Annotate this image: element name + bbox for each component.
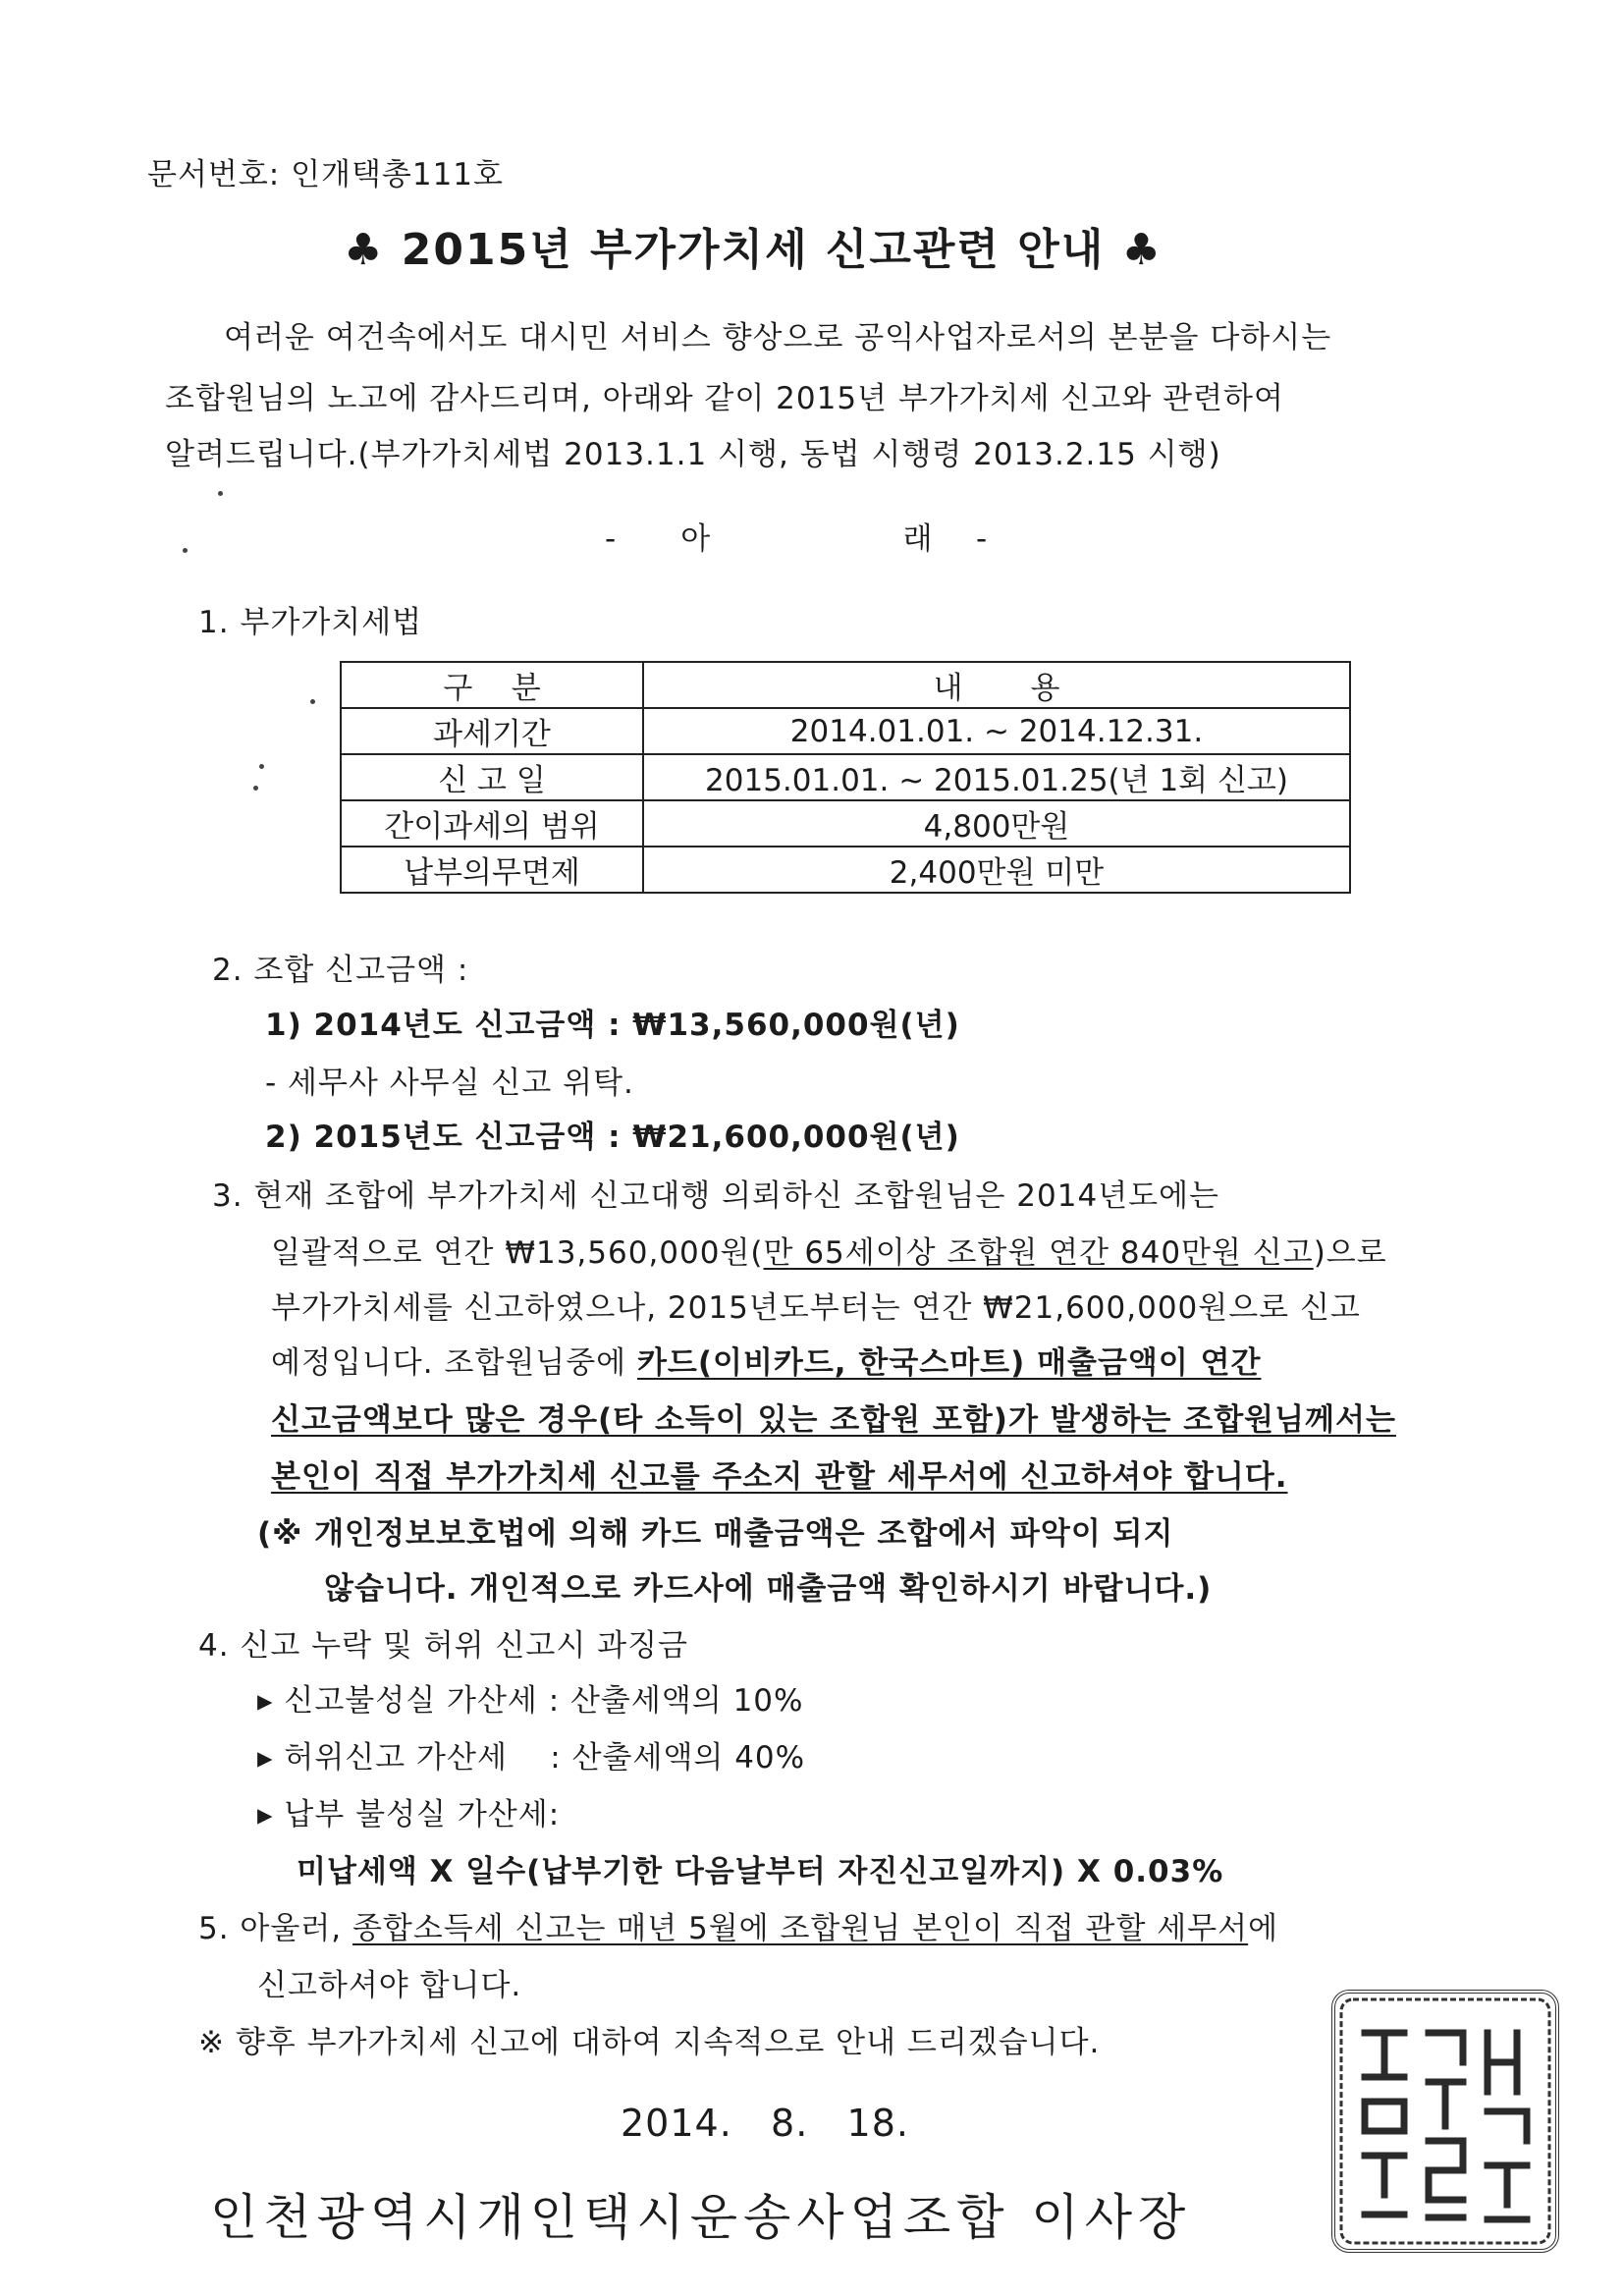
table-cell-value: 2,400만원 미만	[643, 847, 1350, 893]
table-header-content: 내 용	[643, 662, 1350, 708]
table-cell-label: 납부의무면제	[341, 847, 643, 893]
section1-heading: 1. 부가가치세법	[198, 605, 423, 640]
penalty-item-1: ▸ 신고불성실 가산세 : 산출세액의 10%	[257, 1683, 804, 1719]
table-cell-label: 신 고 일	[341, 754, 643, 800]
table-cell-label: 간이과세의 범위	[341, 800, 643, 847]
section3-line-5: 신고금액보다 많은 경우(타 소득이 있는 조합원 포함)가 발생하는 조합원님께서는	[271, 1402, 1396, 1438]
closing-note: ※ 향후 부가가치세 신고에 대하여 지속적으로 안내 드리겠습니다.	[198, 2025, 1101, 2060]
table-row	[341, 847, 1350, 893]
penalty-item-3: ▸ 납부 불성실 가산세:	[257, 1797, 561, 1832]
intro-line-3: 알려드립니다.(부가가치세법 2013.1.1 시행, 동법 시행령 2013.2.15 시행)	[165, 437, 1221, 472]
section3-line-2	[271, 1228, 1387, 1272]
document-date: 2014. 8. 18.	[621, 2102, 909, 2145]
section5-line-1-tail: 에	[1248, 1911, 1279, 1946]
penalty-formula: 미납세액 X 일수(납부기한 다음날부터 자진신고일까지) X 0.03%	[297, 1854, 1224, 1889]
intro-line-2: 조합원님의 노고에 감사드리며, 아래와 같이 2015년 부가가치세 신고와 관련하여	[165, 381, 1284, 416]
table-row	[341, 708, 1350, 754]
section3-line-3: 부가가치세를 신고하였으나, 2015년도부터는 연간 ₩21,600,000원으로 신고	[271, 1290, 1361, 1326]
official-seal	[1331, 1990, 1559, 2253]
document-number: 문서번호: 인개택총111호	[147, 157, 504, 192]
scan-speck	[253, 786, 258, 791]
income-tax-notice: 종합소득세 신고는 매년 5월에 조합원님 본인이 직접 관할 세무서	[352, 1911, 1249, 1946]
penalty-item-2: ▸ 허위신고 가산세 : 산출세액의 40%	[257, 1740, 806, 1776]
scan-speck	[218, 491, 223, 496]
intro-line-1: 여러운 여건속에서도 대시민 서비스 향상으로 공익사업자로서의 본분을 다하시는	[224, 320, 1332, 355]
document-title: ♣ 2015년 부가가치세 신고관련 안내 ♣	[344, 225, 1163, 275]
table-header-category: 구 분	[341, 662, 643, 708]
section3-line-2-text: 일괄적으로 연간 ₩13,560,000원(	[271, 1235, 764, 1271]
section4-heading: 4. 신고 누락 및 허위 신고시 과징금	[198, 1628, 688, 1664]
section3-line-6: 본인이 직접 부가가치세 신고를 주소지 관할 세무서에 신고하셔야 합니다.	[271, 1459, 1288, 1495]
senior-report-note: 만 65세이상 조합원 연간 840만원 신고	[763, 1235, 1314, 1271]
section5-line-1	[198, 1903, 1278, 1947]
signatory: 인천광역시개인택시운송사업조합 이사장	[210, 2189, 1192, 2246]
scan-speck	[259, 764, 264, 769]
section3-line-8: 않습니다. 개인적으로 카드사에 매출금액 확인하시기 바랍니다.)	[324, 1571, 1213, 1607]
card-sales-warning: 카드(이비카드, 한국스마트) 매출금액이 연간	[636, 1345, 1262, 1381]
table-cell-value: 2015.01.01. ~ 2015.01.25(년 1회 신고)	[643, 754, 1350, 800]
vat-law-table	[340, 661, 1351, 894]
table-cell-value: 2014.01.01. ~ 2014.12.31.	[643, 708, 1350, 754]
section3-line-4	[271, 1338, 1262, 1382]
seal-graphic	[1335, 1994, 1555, 2249]
section3-line-2-tail: )으로	[1313, 1235, 1387, 1271]
section5-line-2: 신고하셔야 합니다.	[257, 1968, 522, 2003]
below-heading: - 아 래 -	[605, 521, 989, 557]
report-amount-2014-note: - 세무사 사무실 신고 위탁.	[265, 1066, 634, 1101]
section3-line-4-text: 예정입니다. 조합원님중에	[271, 1345, 637, 1381]
report-amount-2014: 1) 2014년도 신고금액 : ₩13,560,000원(년)	[265, 1008, 960, 1043]
section3-line-1: 3. 현재 조합에 부가가치세 신고대행 의뢰하신 조합원님은 2014년도에는	[212, 1178, 1219, 1214]
table-cell-label: 과세기간	[341, 708, 643, 754]
table-row	[341, 754, 1350, 800]
table-header-row	[341, 662, 1350, 708]
table-cell-value: 4,800만원	[643, 800, 1350, 847]
section2-heading: 2. 조합 신고금액 :	[212, 953, 469, 988]
section3-line-7: (※ 개인정보보호법에 의해 카드 매출금액은 조합에서 파악이 되지	[257, 1516, 1174, 1552]
scan-speck	[310, 699, 315, 704]
scan-speck	[183, 548, 188, 553]
report-amount-2015: 2) 2015년도 신고금액 : ₩21,600,000원(년)	[265, 1120, 960, 1155]
table-row	[341, 800, 1350, 847]
section5-line-1-text: 5. 아울러,	[198, 1911, 352, 1946]
